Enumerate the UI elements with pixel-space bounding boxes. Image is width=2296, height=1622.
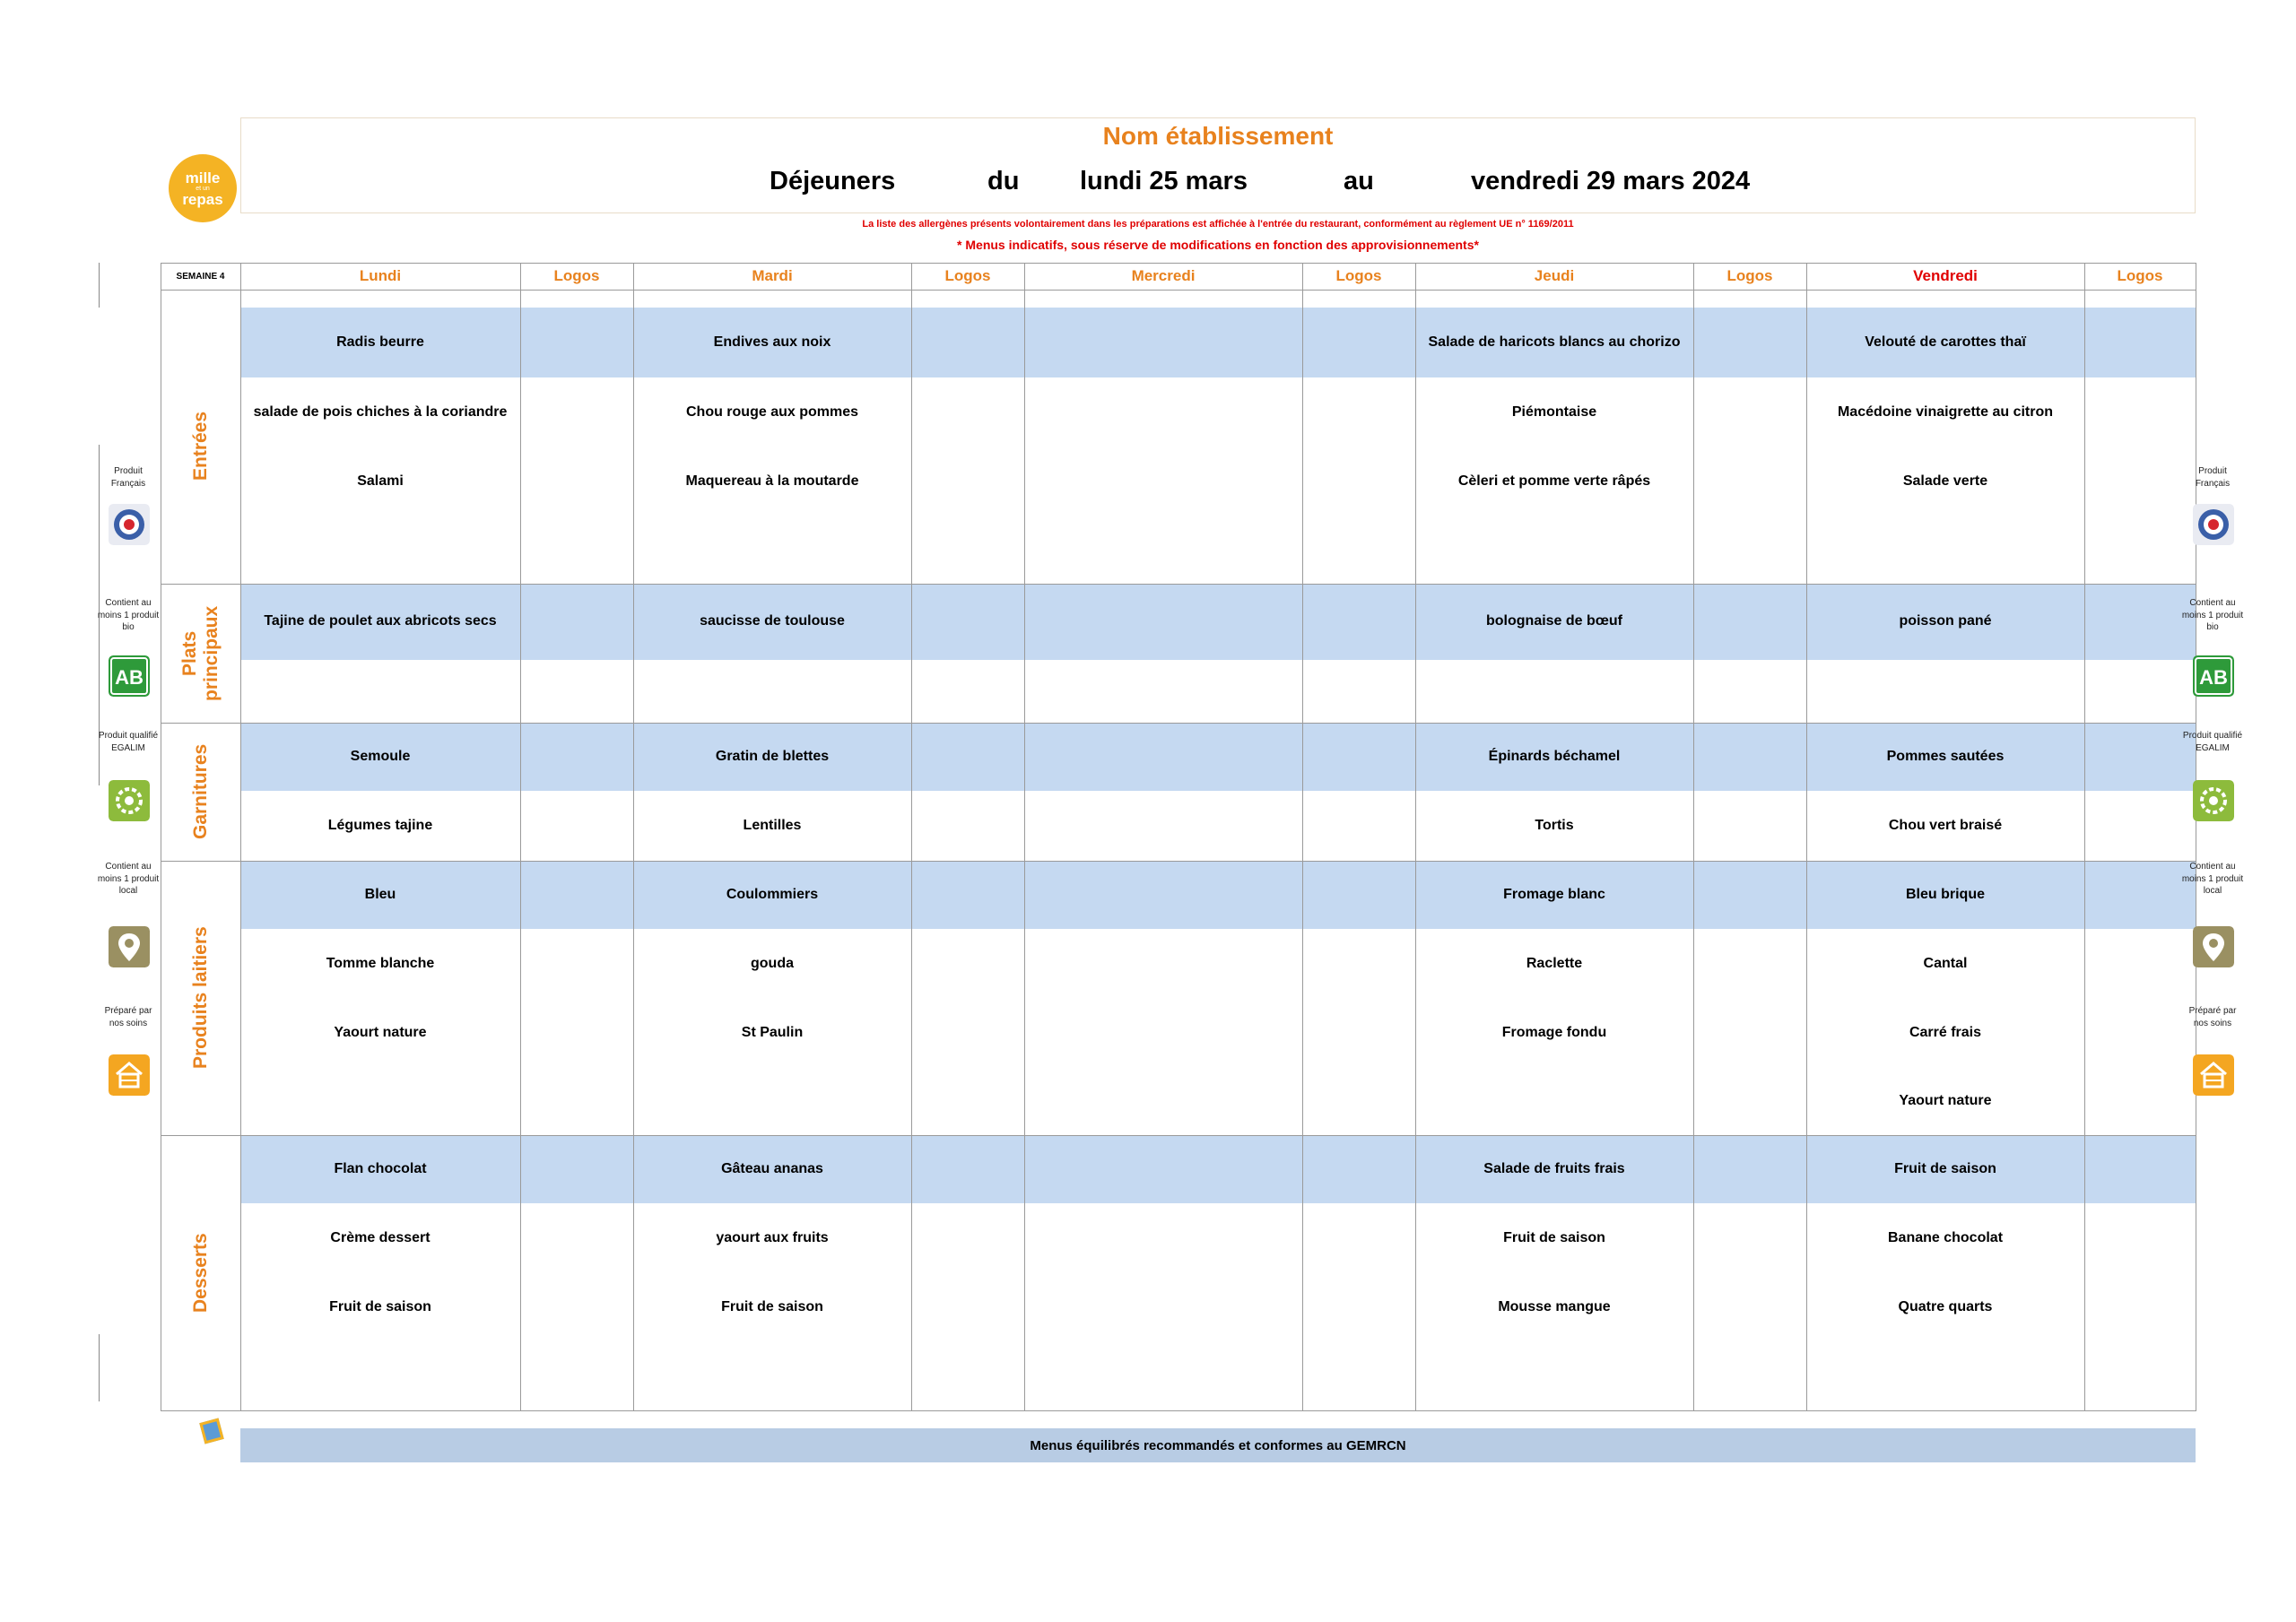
gemrcn-emblem-icon xyxy=(199,1418,223,1444)
allergen-note: La liste des allergènes présents volontairement dans les préparations est affichée à l'entrée du restaurant, conformément au règlement UE n° 1169/2011 xyxy=(862,219,1574,230)
legend-text-bio: Contient au moins 1 produit bio xyxy=(2181,598,2244,632)
margin-line xyxy=(99,1334,100,1401)
menu-item: Fromage fondu xyxy=(1501,1024,1607,1040)
menu-item: Coulommiers xyxy=(726,886,819,902)
menu-item: Fruit de saison xyxy=(329,1298,431,1314)
col-head-logos: Logos xyxy=(1726,267,1773,284)
location-pin-icon xyxy=(2193,926,2234,967)
to-word: au xyxy=(1344,167,1374,195)
menu-item: Macédoine vinaigrette au citron xyxy=(1837,403,2054,420)
menu-item: Tomme blanche xyxy=(326,955,435,971)
legend-text-egalim: Produit qualifié EGALIM xyxy=(2182,731,2243,753)
category-plats: Plats principaux xyxy=(178,605,222,701)
menu-item: Salade de haricots blancs au chorizo xyxy=(1428,334,1681,350)
menu-item: Cèleri et pomme verte râpés xyxy=(1457,473,1651,489)
col-head-logos: Logos xyxy=(1335,267,1382,284)
menu-item: Fruit de saison xyxy=(1503,1229,1605,1245)
menu-item: Banane chocolat xyxy=(1887,1229,2004,1245)
menu-item: Quatre quarts xyxy=(1898,1298,1993,1314)
menu-item: Salade de fruits frais xyxy=(1483,1160,1625,1176)
menu-item: Flan chocolat xyxy=(334,1160,427,1176)
legend-text-homemade: Préparé par nos soins xyxy=(104,1006,152,1028)
meal-label: Déjeuners xyxy=(770,167,896,195)
indicative-note: * Menus indicatifs, sous réserve de modifications en fonction des approvisionnements* xyxy=(957,238,1479,252)
footer-bar: Menus équilibrés recommandés et conformes au GEMRCN xyxy=(240,1428,2196,1462)
house-icon xyxy=(109,1054,150,1096)
grid-line xyxy=(1024,263,1025,1411)
menu-item: Endives aux noix xyxy=(713,334,831,350)
menu-item: bolognaise de bœuf xyxy=(1486,613,1622,629)
col-head-mardi: Mardi xyxy=(752,267,793,284)
menu-item: Semoule xyxy=(350,748,411,764)
menu-item: Raclette xyxy=(1526,955,1583,971)
menu-item: Légumes tajine xyxy=(327,817,433,833)
french-flag-icon xyxy=(109,504,150,545)
menu-item: Tortis xyxy=(1535,817,1574,833)
french-flag-icon xyxy=(2193,504,2234,545)
week-label: SEMAINE 4 xyxy=(176,271,225,282)
grid-line xyxy=(1693,263,1694,1411)
category-desserts: Desserts xyxy=(189,1233,211,1313)
menu-item: Yaourt nature xyxy=(1899,1092,1992,1108)
category-entrees: Entrées xyxy=(189,411,211,481)
mille-et-un-repas-logo xyxy=(169,154,237,222)
menu-item: Gratin de blettes xyxy=(715,748,830,764)
to-date: vendredi 29 mars 2024 xyxy=(1471,167,1751,195)
menu-item: Maquereau à la moutarde xyxy=(685,473,859,489)
col-head-jeudi: Jeudi xyxy=(1534,267,1575,284)
legend-text-local: Contient au moins 1 produit local xyxy=(2181,862,2244,896)
from-date: lundi 25 mars xyxy=(1080,167,1248,195)
menu-item: Fruit de saison xyxy=(1894,1160,1996,1176)
legend-text-egalim: Produit qualifié EGALIM xyxy=(98,731,159,753)
legend-text-local: Contient au moins 1 produit local xyxy=(97,862,160,896)
ab-bio-icon xyxy=(109,655,150,697)
establishment-name: Nom établissement xyxy=(1102,122,1334,150)
svg-text:AB: AB xyxy=(2199,666,2228,689)
menu-item: Bleu brique xyxy=(1905,886,1985,902)
menu-item: Yaourt nature xyxy=(334,1024,427,1040)
menu-item: Pommes sautées xyxy=(1886,748,2005,764)
menu-item: Chou rouge aux pommes xyxy=(685,403,859,420)
logo-line2: et un xyxy=(196,185,210,192)
location-pin-icon xyxy=(109,926,150,967)
logo-line1: mille xyxy=(185,169,221,186)
menu-item: Crème dessert xyxy=(330,1229,430,1245)
from-word: du xyxy=(987,167,1020,195)
category-garnitures: Garnitures xyxy=(189,743,211,840)
grid-line xyxy=(2084,263,2085,1411)
logo-line3: repas xyxy=(182,190,223,208)
header-box xyxy=(240,117,2196,213)
egalim-icon xyxy=(109,780,150,821)
menu-item: Salade verte xyxy=(1902,473,1988,489)
legend-text-bio: Contient au moins 1 produit bio xyxy=(97,598,160,632)
menu-item: Tajine de poulet aux abricots secs xyxy=(264,613,497,629)
menu-item: Gâteau ananas xyxy=(721,1160,823,1176)
menu-item: Piémontaise xyxy=(1511,403,1597,420)
menu-item: Carré frais xyxy=(1909,1024,1982,1040)
legend-text-homemade: Préparé par nos soins xyxy=(2188,1006,2237,1028)
menu-item: Radis beurre xyxy=(336,334,424,350)
menu-item: Fruit de saison xyxy=(721,1298,823,1314)
menu-item: Chou vert braisé xyxy=(1888,817,2003,833)
grid-line xyxy=(161,290,2196,291)
menu-item: yaourt aux fruits xyxy=(716,1229,829,1245)
egalim-icon xyxy=(2193,780,2234,821)
col-head-logos: Logos xyxy=(944,267,991,284)
menu-item: Salami xyxy=(357,473,404,489)
menu-item: Lentilles xyxy=(743,817,802,833)
menu-item: Velouté de carottes thaï xyxy=(1865,334,2026,350)
menu-item: Fromage blanc xyxy=(1503,886,1605,902)
col-head-lundi: Lundi xyxy=(359,267,402,284)
category-laitiers: Produits laitiers xyxy=(189,926,211,1070)
grid-line xyxy=(161,1410,2196,1411)
col-head-mercredi: Mercredi xyxy=(1131,267,1196,284)
menu-item: gouda xyxy=(751,955,794,971)
menu-item: Cantal xyxy=(1923,955,1968,971)
menu-item: Épinards béchamel xyxy=(1488,748,1621,764)
svg-text:AB: AB xyxy=(115,666,144,689)
menu-item: poisson pané xyxy=(1899,613,1992,629)
legend-text-french: Produit Français xyxy=(2195,466,2231,489)
menu-item: Mousse mangue xyxy=(1498,1298,1611,1314)
col-head-vendredi: Vendredi xyxy=(1913,267,1978,284)
menu-item: saucisse de toulouse xyxy=(700,613,845,629)
col-head-logos: Logos xyxy=(553,267,600,284)
col-head-logos: Logos xyxy=(2117,267,2163,284)
menu-item: St Paulin xyxy=(741,1024,804,1040)
margin-line xyxy=(99,263,100,308)
house-icon xyxy=(2193,1054,2234,1096)
grid-line xyxy=(911,263,912,1411)
grid-line xyxy=(1302,263,1303,1411)
menu-item: Bleu xyxy=(364,886,396,902)
ab-bio-icon xyxy=(2193,655,2234,697)
grid-line xyxy=(520,263,521,1411)
menu-item: salade de pois chiches à la coriandre xyxy=(253,403,508,420)
legend-text-french: Produit Français xyxy=(110,466,146,489)
